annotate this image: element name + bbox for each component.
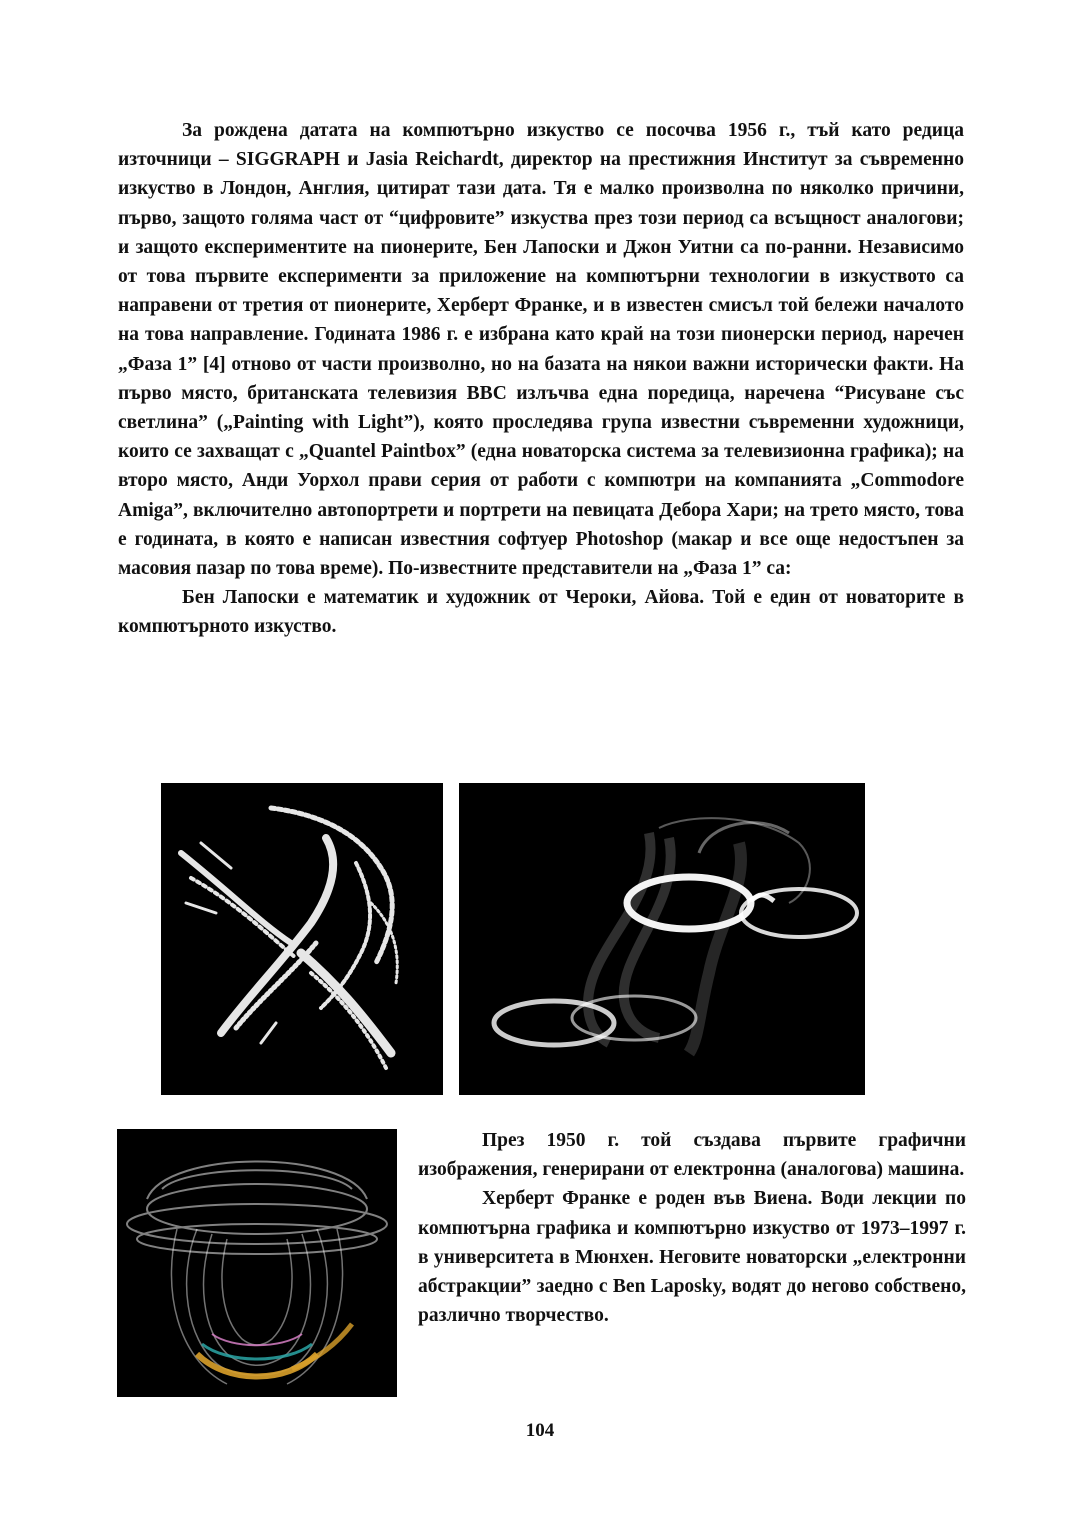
name-franke: Херберт Франке bbox=[482, 1188, 631, 1210]
page-number: 104 bbox=[525, 1420, 555, 1441]
paragraph-franke bbox=[418, 1184, 966, 1330]
paragraph-laposky bbox=[118, 583, 964, 641]
figure-light-ribbons bbox=[459, 783, 865, 1095]
figure-abstract-strokes bbox=[161, 783, 443, 1095]
side-text bbox=[418, 1126, 966, 1330]
name-laposky: Бен Лапоски bbox=[182, 587, 299, 609]
abstract-strokes-artwork bbox=[161, 783, 443, 1095]
laposky-description: е математик и художник от Чероки, Айова. Той е един от новаторите в компютърното изкуство. bbox=[118, 587, 965, 638]
paragraph-intro: За рождена датата на компютърно изкуство се посочва 1956 г., тъй като редица източници – SIGGRAPH и Jasia Reichardt, директор на престижния Институт за съвременно изкуство в Лондон, Англия, цитират тази дата. Тя е малко произволна по няколко причини, първо, защото голяма част от “цифровите” изкуства през този период са всъщност аналогови; и защото експериментите на пионерите, Бен Лапоски и Джон Уитни са по-ранни. Независимо от това първите експерименти за приложение на компютърни технологии в изкуството са направени от третия от пионерите, Херберт Франке, и в известен смисъл той бележи началото на това направление. Годината 1986 г. е избрана като край на този пионерски период, наречен „Фаза 1” [4] отново от части произволно, но на базата на някои важни исторически факти. На първо място, британската телевизия BBC излъчва една поредица, наречена “Рисуване със светлина” („Painting with Light”), която проследява група известни съвременни художници, които се захващат с „Quantel Paintbox” (една новаторска система за телевизионна графика); на второ място, Анди Уорхол прави серия от работи с компютри на компанията „Commodore Amiga”, включително автопортрети и портрети на певицата Дебора Хари; на трето място, това е годината, в която е написан известния софтуер Photoshop (макар и все още недостъпен за масовия пазар по това време). По-известните представители на „Фаза 1” са: bbox=[118, 120, 964, 580]
oscillon-artwork bbox=[117, 1129, 397, 1397]
paragraph-1950: През 1950 г. той създава първите графични изображения, генерирани от електронна (аналогова) машина. bbox=[418, 1130, 966, 1181]
franke-description: е роден във Виена. Води лекции по компютърна графика и компютърно изкуство от 1973–1997 г. в университета в Мюнхен. Неговите новаторски „електронни абстракции” заедно с Ben Laposky, водят до негово собствено, различно творчество. bbox=[418, 1188, 966, 1327]
light-ribbons-artwork bbox=[459, 783, 865, 1095]
figure-oscillon bbox=[117, 1129, 397, 1397]
main-text bbox=[118, 116, 964, 642]
